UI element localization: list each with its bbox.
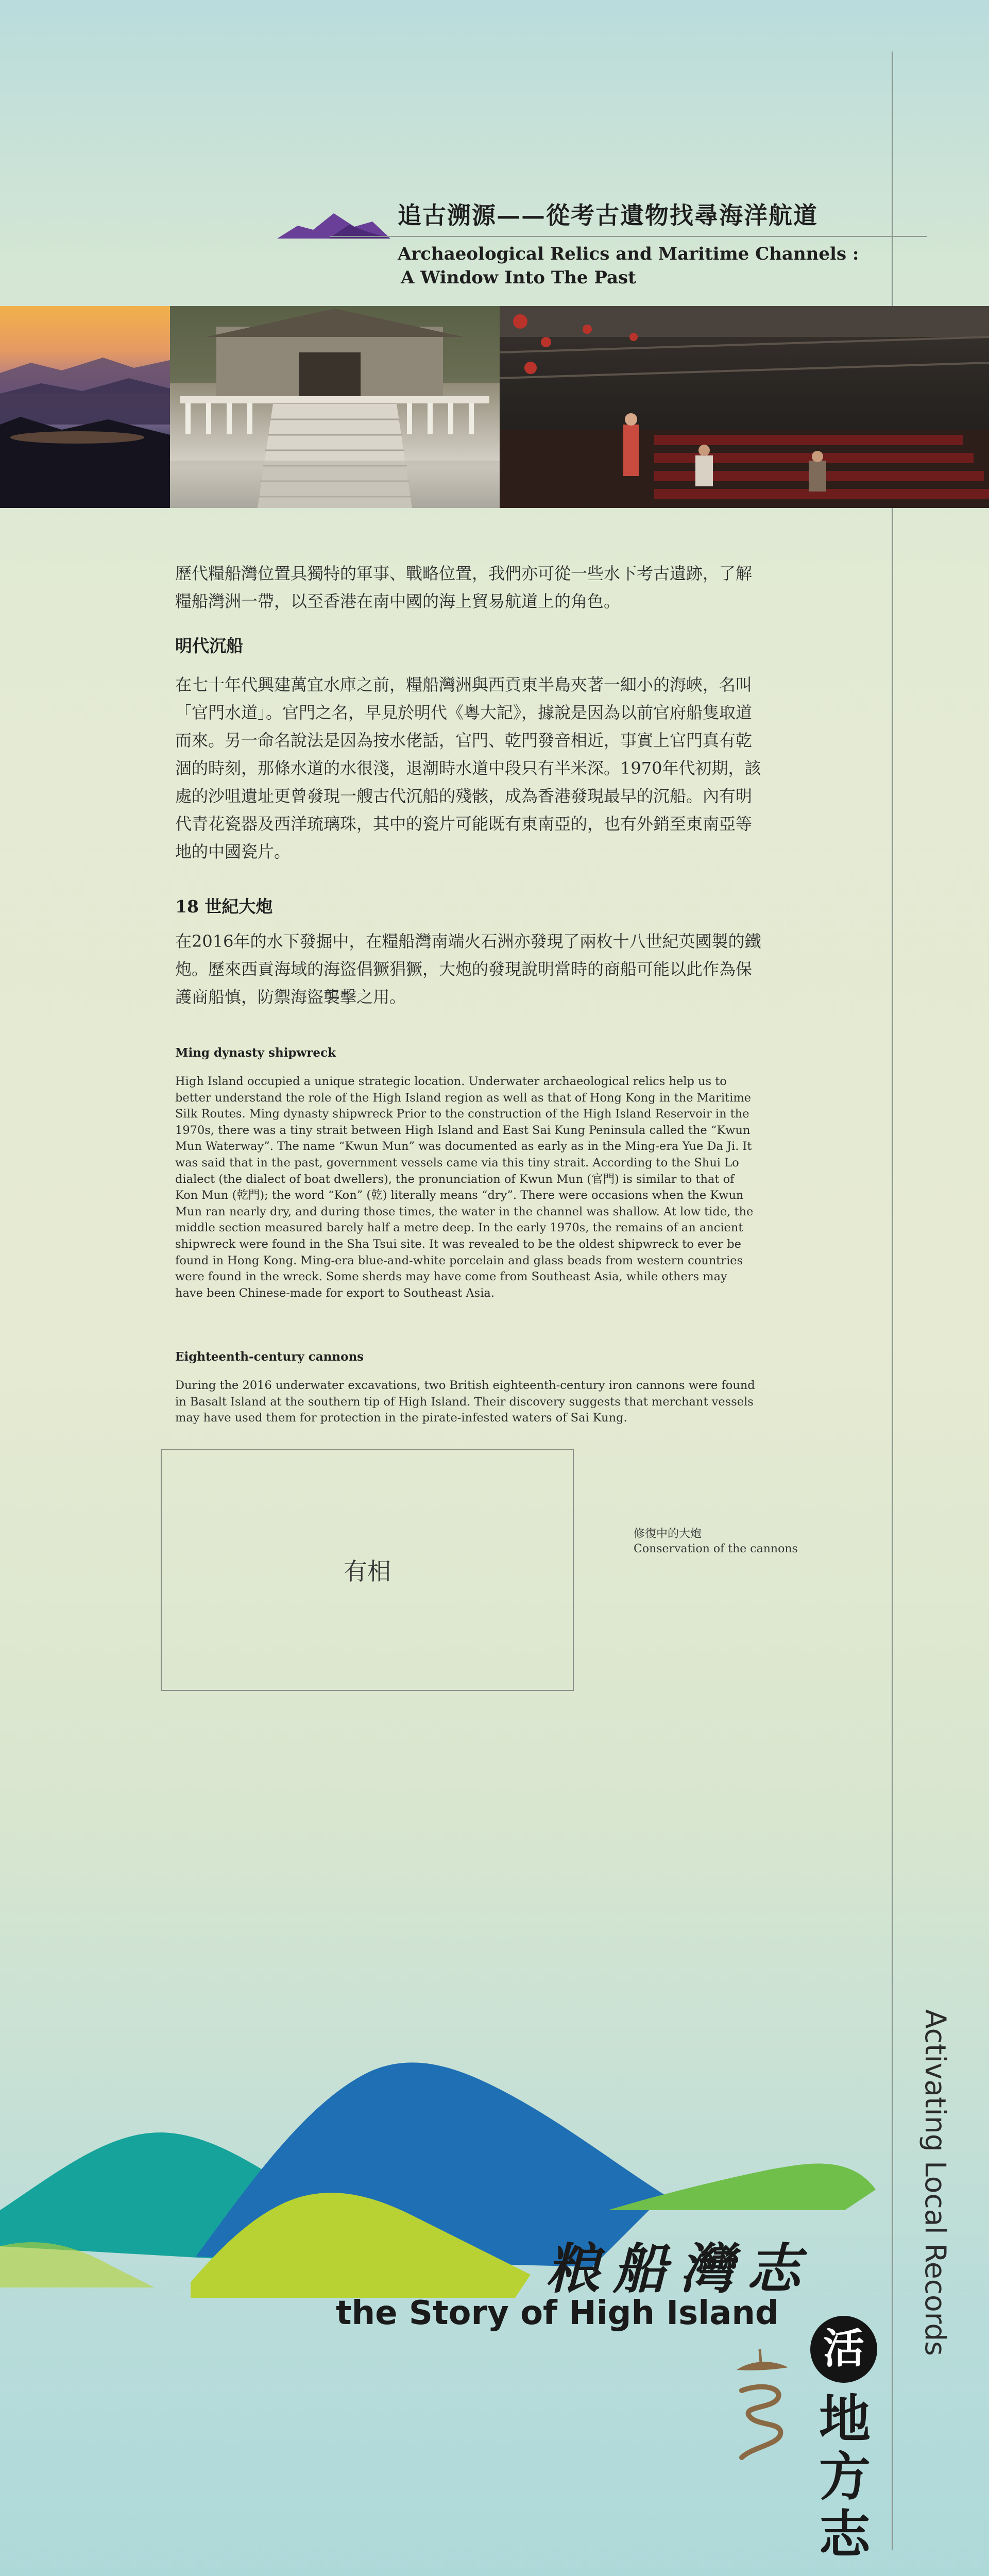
page-title-zh: 追古溯源——從考古遺物找尋海洋航道	[398, 201, 818, 229]
caption-en: Conservation of the cannons	[634, 1543, 798, 1555]
intro-zh: 歷代糧船灣位置具獨特的軍事、戰略位置，我們亦可從一些水下考古遺跡，了解糧船灣洲一帶，以至香港在南中國的海上貿易航道上的角色。	[175, 564, 753, 611]
caption-zh: 修復中的大炮	[634, 1528, 702, 1540]
temple-illustration	[170, 306, 500, 508]
brand-title-zh: 粮船灣志	[546, 2237, 814, 2300]
huo-badge: 活	[810, 2316, 877, 2383]
brand-title-en: the Story of High Island	[336, 2294, 779, 2332]
boat-logo-icon	[721, 2339, 798, 2463]
interior-illustration	[500, 306, 989, 508]
section1-body-zh: 在七十年代興建萬宜水庫之前，糧船灣洲與西貢東半島夾著一細小的海峽，名叫「官門水道」。官門之名，早見於明代《粵大記》，據說是因為以前官府船隻取道而來。另一命名說法是因為按水佬話，官門、乾門發音相近，事實上官門真有乾涸的時刻，那條水道的水很淺，退潮時水道中段只有半米深。1970年代初期，該處的沙咀遺址更曾發現一艘古代沉船的殘骸，成為香港發現最早的沉船。內有明代青花瓷器及西洋琉璃珠，其中的瓷片可能既有東南亞的，也有外銷至東南亞等地的中國瓷片。	[175, 675, 761, 861]
section2-heading-zh: 18 世紀大炮	[175, 896, 273, 917]
difangzhi-text: 地方志	[819, 2389, 871, 2565]
sunset-photo	[0, 306, 170, 508]
photo-strip	[0, 306, 989, 508]
interior-photo	[500, 306, 989, 508]
title-en-line2: A Window Into The Past	[401, 267, 636, 288]
section1-heading-en: Ming dynasty shipwreck	[175, 1046, 336, 1060]
purple-hills-icon	[277, 210, 390, 239]
section2-heading-en: Eighteenth-century cannons	[175, 1350, 364, 1364]
sunset-mountains	[0, 306, 170, 508]
section1-body-en: High Island occupied a unique strategic location. Underwater archaeological relics help us to better understand the role of the High Island region as well as that of Hong Kong in the Maritime Silk Routes. Ming dynasty shipwreck Prior to the construction of the High Island Reservoir in the 1970s, there was a tiny strait between High Island and East Sai Kung Peninsula called the “Kwun Mun Waterway”. The name “Kwun Mun” was documented as early as in the Ming-era Yue Da Ji. It was said that in the past, government vessels came via this tiny strait. According to the Shui Lo dialect (the dialect of boat dwellers), the pronunciation of Kwun Mun (官門) is similar to that of Kon Mun (乾門); the word “Kon” (乾) literally means “dry”. There were occasions when the Kwun Mun ran nearly dry, and during those times, the water in the channel was shallow. At low tide, the middle section measured barely half a metre deep. In the early 1970s, the remains of an ancient shipwreck were found in the Sha Tsui site. It was revealed to be the oldest shipwreck to ever be found in Hong Kong. Ming-era blue-and-white porcelain and glass beads from western countries were found in the wreck. Some sherds may have come from Southeast Asia, while others may have been Chinese-made for export to Southeast Asia.	[175, 1075, 754, 1300]
vertical-slogan	[917, 2009, 958, 2370]
section2-body-zh: 在2016年的水下發掘中，在糧船灣南端火石洲亦發現了兩枚十八世紀英國製的鐵炮。歷來西貢海域的海盜倡獗猖獗，大炮的發現說明當時的商船可能以此作為保護商船慎，防禦海盜襲擊之用。	[175, 931, 761, 1007]
header-rule	[330, 236, 927, 237]
page-title-en	[398, 242, 859, 290]
title-en-line1: Archaeological Relics and Maritime Channels :	[398, 244, 859, 264]
photo-placeholder	[161, 1449, 574, 1691]
section1-heading-zh: 明代沉船	[175, 636, 243, 656]
section2-body-en: During the 2016 underwater excavations, two British eighteenth-century iron cannons were found in Basalt Island at the southern tip of High Island. Their discovery suggests that merchant vessels may have used them for protection in the pirate-infested waters of Sai Kung.	[175, 1379, 755, 1425]
photo-placeholder-text: 有相	[344, 1557, 391, 1585]
vertical-slogan-text: Activating Local Records	[919, 2009, 952, 2356]
temple-photo	[170, 306, 500, 508]
